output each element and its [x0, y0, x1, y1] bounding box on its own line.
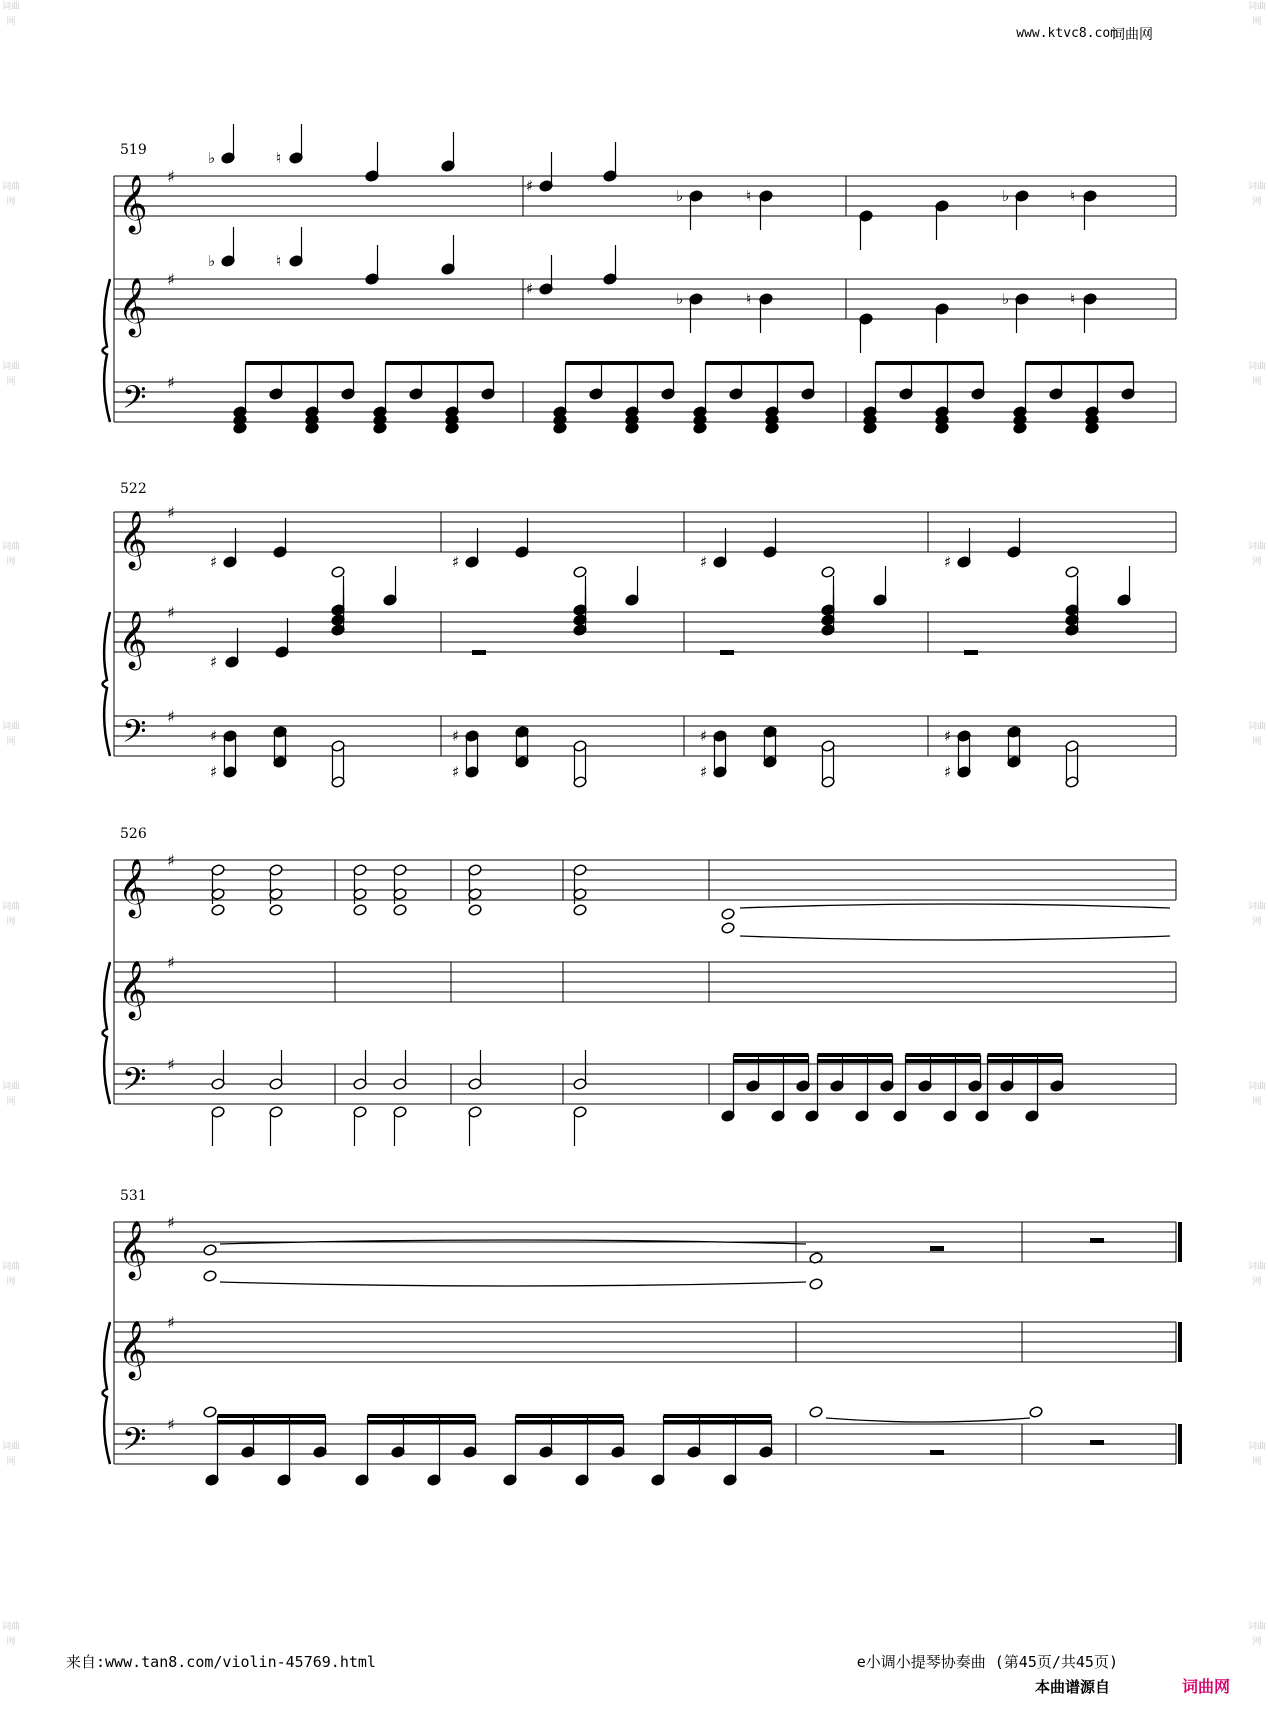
accidental-icon: ♮ — [1070, 187, 1076, 205]
watermark-text: 词曲网 — [1, 1082, 20, 1107]
header-site-name: 词曲网 — [1111, 27, 1153, 43]
accidental-icon: ♯ — [526, 177, 534, 195]
watermark-text: 词曲网 — [1247, 722, 1266, 747]
measure-number: 526 — [120, 826, 147, 842]
note-head — [809, 1278, 823, 1291]
measure-number: 531 — [120, 1188, 147, 1204]
accidental-icon: ♮ — [1070, 290, 1076, 308]
watermark-text: 词曲网 — [1, 902, 20, 927]
key-signature-sharp-icon: ♯ — [167, 707, 175, 726]
watermark-text: 词曲网 — [1247, 1082, 1266, 1107]
accidental-icon: ♯ — [210, 727, 218, 745]
piano-brace-icon — [103, 279, 111, 422]
half-rest-icon — [930, 1450, 944, 1455]
key-signature-sharp-icon: ♯ — [167, 1415, 175, 1434]
watermark-text: 词曲网 — [1247, 542, 1266, 567]
treble-clef-icon: 𝄞 — [118, 277, 148, 335]
score-systems — [103, 124, 1181, 1486]
half-rest-icon — [964, 650, 978, 655]
key-signature-sharp-icon: ♯ — [167, 1213, 175, 1232]
accidental-icon: ♭ — [1002, 187, 1010, 205]
watermark-text: 词曲网 — [1247, 362, 1266, 387]
footer-note: 本曲谱源自 — [1035, 1678, 1111, 1696]
footer-title: e小调小提琴协奏曲 (第45页/共45页) — [856, 1653, 1118, 1671]
accidental-icon: ♯ — [700, 727, 708, 745]
treble-clef-icon: 𝄞 — [118, 858, 148, 916]
note-head — [573, 904, 587, 917]
treble-clef-icon: 𝄞 — [118, 510, 148, 568]
accidental-icon: ♮ — [276, 252, 282, 270]
key-signature-sharp-icon: ♯ — [167, 503, 175, 522]
key-signature-sharp-icon: ♯ — [167, 851, 175, 870]
key-signature-sharp-icon: ♯ — [167, 373, 175, 392]
watermark-text: 词曲网 — [1, 542, 20, 567]
tie-curve — [740, 936, 1170, 940]
watermark-text: 词曲网 — [1247, 1442, 1266, 1467]
note-head — [203, 1406, 217, 1419]
accidental-icon: ♭ — [208, 252, 216, 270]
accidental-icon: ♯ — [452, 553, 460, 571]
tie-curve — [740, 904, 1170, 908]
note-head — [468, 904, 482, 917]
accidental-icon: ♭ — [676, 290, 684, 308]
note-head — [203, 1270, 217, 1283]
watermark-text: 词曲网 — [1, 722, 20, 747]
key-signature-sharp-icon: ♯ — [167, 953, 175, 972]
header-url: www.ktvc8.com — [1016, 26, 1118, 41]
half-rest-icon — [720, 650, 734, 655]
watermark-text: 词曲网 — [1247, 902, 1266, 927]
watermark-text: 词曲网 — [1247, 182, 1266, 207]
tie-curve — [826, 1418, 1030, 1422]
footer-source: 来自:www.tan8.com/violin-45769.html — [66, 1653, 376, 1671]
accidental-icon: ♯ — [452, 727, 460, 745]
accidental-icon: ♯ — [452, 763, 460, 781]
accidental-icon: ♮ — [276, 149, 282, 167]
watermark-text: 词曲网 — [1, 2, 20, 27]
note-head — [809, 1406, 823, 1419]
bass-clef-icon: 𝄢 — [122, 1421, 147, 1465]
key-signature-sharp-icon: ♯ — [167, 167, 175, 186]
note-head — [721, 908, 735, 921]
watermark-text: 词曲网 — [1, 182, 20, 207]
accidental-icon: ♭ — [676, 187, 684, 205]
bass-clef-icon: 𝄢 — [122, 713, 147, 757]
watermark-text: 词曲网 — [1, 1262, 20, 1287]
key-signature-sharp-icon: ♯ — [167, 270, 175, 289]
watermark-text: 词曲网 — [1, 1442, 20, 1467]
watermark-text: 词曲网 — [1, 362, 20, 387]
bass-clef-icon: 𝄢 — [122, 1061, 147, 1105]
treble-clef-icon: 𝄞 — [118, 610, 148, 668]
note-head — [1029, 1406, 1043, 1419]
watermark-text: 词曲网 — [1247, 1622, 1266, 1647]
measure-number: 522 — [120, 481, 147, 497]
note-head — [269, 904, 283, 917]
whole-rest-icon — [1090, 1440, 1104, 1445]
treble-clef-icon: 𝄞 — [118, 174, 148, 232]
watermark-text: 词曲网 — [1247, 1262, 1266, 1287]
treble-clef-icon: 𝄞 — [118, 1320, 148, 1378]
accidental-icon: ♯ — [210, 653, 218, 671]
accidental-icon: ♯ — [944, 553, 952, 571]
bass-clef-icon: 𝄢 — [122, 379, 147, 423]
accidental-icon: ♯ — [944, 727, 952, 745]
note-head — [203, 1244, 217, 1257]
tie-curve — [220, 1282, 806, 1286]
watermark-text: 词曲网 — [1, 1622, 20, 1647]
accidental-icon: ♯ — [210, 553, 218, 571]
note-head — [353, 904, 367, 917]
accidental-icon: ♮ — [746, 290, 752, 308]
accidental-icon: ♯ — [944, 763, 952, 781]
measure-number: 519 — [120, 142, 147, 158]
piano-brace-icon — [103, 612, 111, 756]
half-rest-icon — [472, 650, 486, 655]
note-head — [211, 904, 225, 917]
accidental-icon: ♯ — [700, 553, 708, 571]
whole-rest-icon — [1090, 1238, 1104, 1243]
accidental-icon: ♭ — [1002, 290, 1010, 308]
key-signature-sharp-icon: ♯ — [167, 603, 175, 622]
footer-brand: 词曲网 — [1182, 1677, 1231, 1696]
piano-brace-icon — [103, 1322, 111, 1464]
note-head — [393, 904, 407, 917]
treble-clef-icon: 𝄞 — [118, 1220, 148, 1278]
piano-brace-icon — [103, 962, 111, 1104]
accidental-icon: ♯ — [210, 763, 218, 781]
accidental-icon: ♭ — [208, 149, 216, 167]
key-signature-sharp-icon: ♯ — [167, 1055, 175, 1074]
accidental-icon: ♮ — [746, 187, 752, 205]
key-signature-sharp-icon: ♯ — [167, 1313, 175, 1332]
note-head — [721, 922, 735, 935]
accidental-icon: ♯ — [700, 763, 708, 781]
accidental-icon: ♯ — [526, 280, 534, 298]
treble-clef-icon: 𝄞 — [118, 960, 148, 1018]
watermark-text: 词曲网 — [1247, 2, 1266, 27]
half-rest-icon — [930, 1246, 944, 1251]
